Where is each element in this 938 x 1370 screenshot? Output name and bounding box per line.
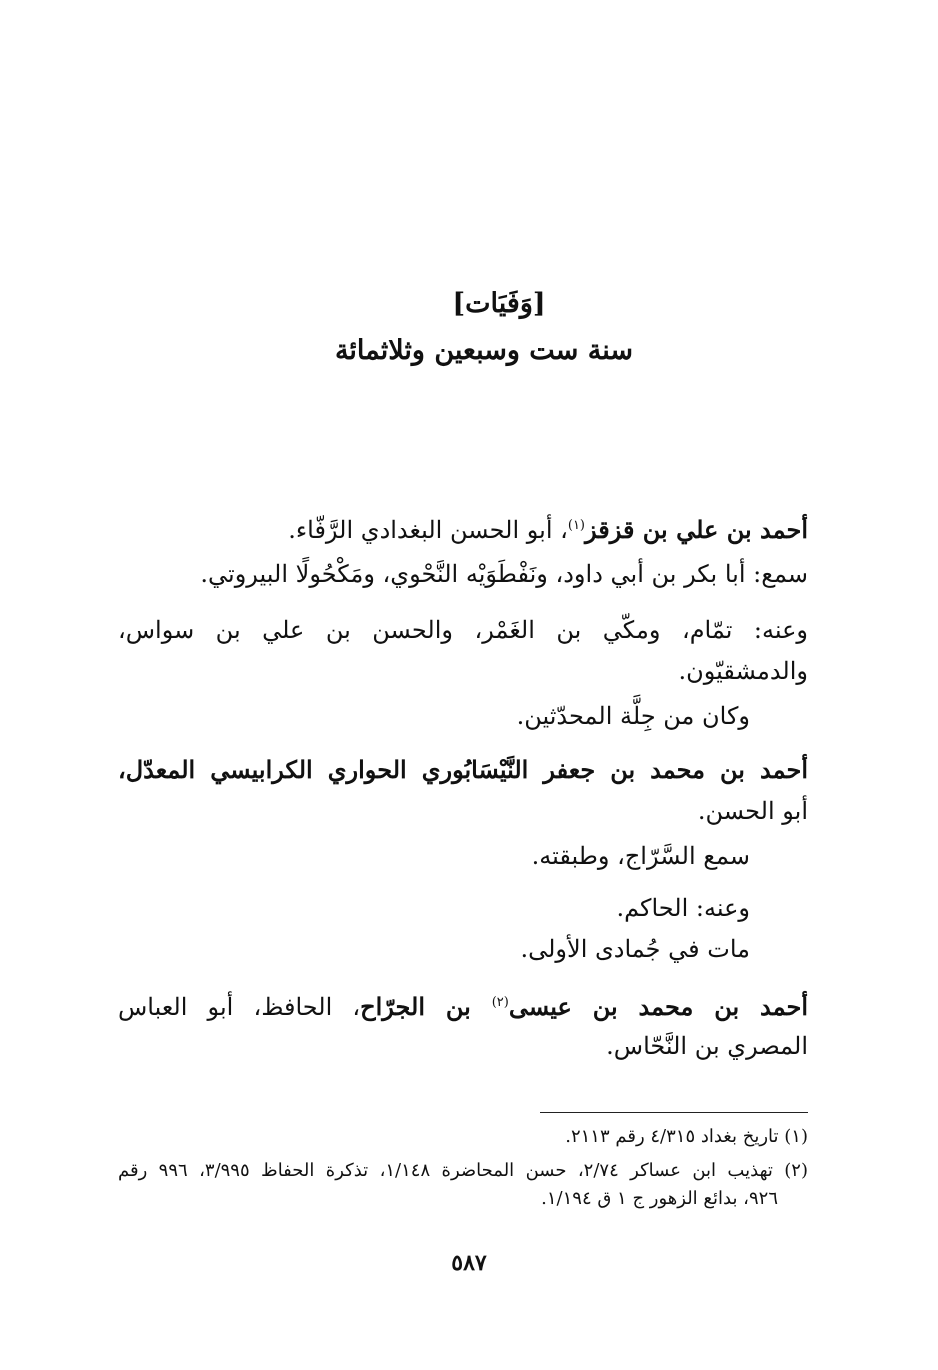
entry-1-line: والدمشقيّون. [678,657,808,685]
footnote-1: (١) تاريخ بغداد ٤/٣١٥ رقم ٢١١٣. [565,1126,808,1147]
entry-1-line: وكان من جِلَّة المحدّثين. [516,702,750,730]
footnote-divider [540,1112,808,1113]
entry-2-line: وعنه: الحاكم. [616,894,750,922]
entry-2-line: سمع السَّرّاج، وطبقته. [531,842,750,870]
entry-2-line: مات في جُمادى الأولى. [520,935,750,963]
footnote-2-cont: ٩٢٦، بدائع الزهور ج ١ ق ١/١٩٤. [541,1188,778,1209]
entry-3-title-rest: ، الحافظ، أبو العباس [118,993,361,1021]
entry-3-name-cont: بن الجرّاح [360,992,492,1021]
entry-1-line: وعنه: تمّام، ومكّي بن الغَمْر، والحسن بن علي بن سواس، [118,616,808,644]
entry-3-title [118,985,808,1025]
entry-3-name: أحمد بن محمد بن عيسى [508,992,808,1021]
entry-1-line: سمع: أبا بكر بن أبي داود، ونَفْطَوَيْه النَّحْوي، ومَكْحُولًا البيروتي. [200,560,808,588]
section-heading: [وَفَيَات] [452,288,546,319]
entry-2-name: أحمد بن محمد بن جعفر النَّيْسَابُوري الحواري الكرابيسي المعدّل، [118,755,808,784]
entry-2-line: أبو الحسن. [697,797,808,825]
footnote-ref-1: (١) [567,518,585,533]
page-number: ٥٨٧ [451,1250,487,1276]
entry-1-title-rest: ، أبو الحسن البغدادي الرَّفّاء. [288,516,568,544]
footnote-ref-2: (٢) [491,995,509,1010]
entry-1-title [288,508,808,548]
footnote-2: (٢) تهذيب ابن عساكر ٢/٧٤، حسن المحاضرة ١/١٤٨، تذكرة الحفاظ ٣/٩٩٥، ٩٩٦ رقم [118,1160,808,1181]
year-heading: سنة ست وسبعين وثلاثمائة [334,335,634,366]
entry-1-name: أحمد بن علي بن قزقز [585,515,808,544]
entry-3-line: المصري بن النَّحّاس. [606,1032,808,1060]
